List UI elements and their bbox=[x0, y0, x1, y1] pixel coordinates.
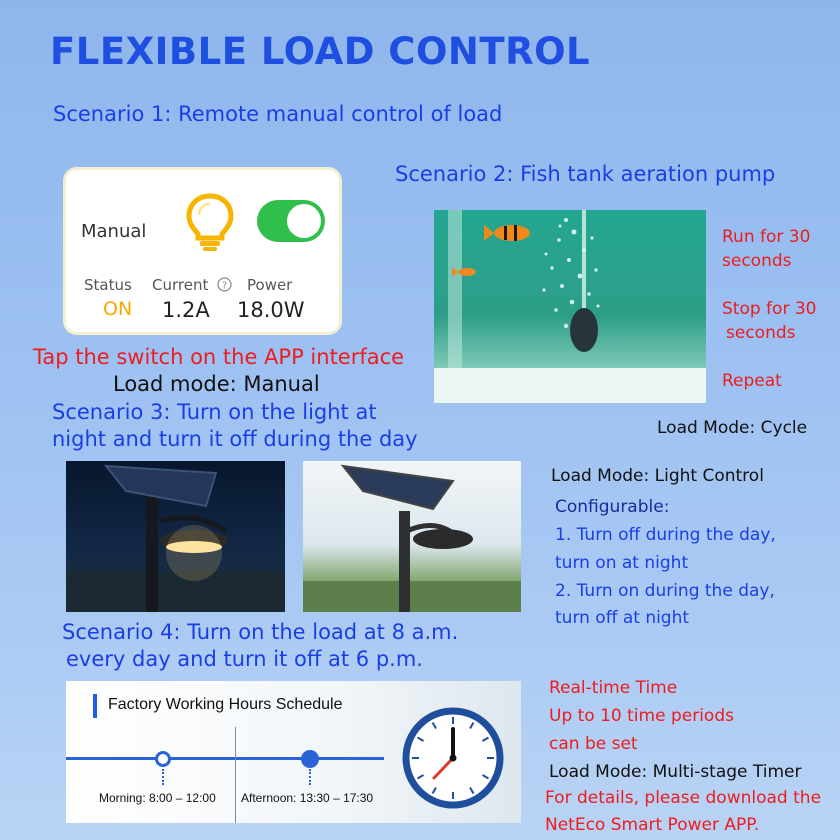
afternoon-connector bbox=[309, 769, 311, 785]
details-line2: NetEco Smart Power APP. bbox=[545, 815, 760, 835]
schedule-panel bbox=[66, 681, 521, 823]
scenario4-heading-line2: every day and turn it off at 6 p.m. bbox=[66, 647, 423, 671]
svg-text:?: ? bbox=[221, 280, 228, 292]
schedule-accent-bar bbox=[93, 694, 97, 718]
stop-text-line2: seconds bbox=[726, 323, 796, 343]
timeline-line bbox=[66, 757, 384, 760]
current-label: Current bbox=[152, 276, 209, 294]
lightbulb-icon bbox=[184, 192, 236, 252]
scenario1-load-mode: Load mode: Manual bbox=[113, 372, 320, 396]
morning-period: Morning: 8:00 – 12:00 bbox=[99, 791, 216, 805]
morning-connector bbox=[162, 769, 164, 785]
scenario2-load-mode: Load Mode: Cycle bbox=[657, 418, 808, 438]
scenario3-heading-line1: Scenario 3: Turn on the light at bbox=[52, 400, 377, 424]
afternoon-marker bbox=[301, 750, 319, 768]
periods-line2: can be set bbox=[549, 734, 638, 754]
schedule-title: Factory Working Hours Schedule bbox=[108, 696, 343, 713]
mode-label: Manual bbox=[81, 221, 147, 242]
option2-line2: turn off at night bbox=[555, 608, 690, 628]
scenario3-heading-line2: night and turn it off during the day bbox=[52, 427, 418, 451]
run-text-line1: Run for 30 bbox=[722, 227, 811, 247]
scenario1-instruction: Tap the switch on the APP interface bbox=[33, 345, 405, 369]
morning-marker bbox=[155, 751, 171, 767]
option1-line2: turn on at night bbox=[555, 553, 689, 573]
help-icon[interactable] bbox=[217, 277, 232, 292]
clock-icon bbox=[402, 707, 504, 809]
scenario1-heading: Scenario 1: Remote manual control of load bbox=[53, 102, 503, 126]
scenario2-heading: Scenario 2: Fish tank aeration pump bbox=[395, 162, 776, 186]
stop-text-line1: Stop for 30 bbox=[722, 299, 817, 319]
status-value: ON bbox=[103, 298, 133, 320]
load-toggle-switch[interactable] bbox=[257, 200, 325, 242]
option1-line1: 1. Turn off during the day, bbox=[555, 525, 776, 545]
configurable-label: Configurable: bbox=[555, 497, 670, 517]
toggle-knob bbox=[287, 204, 321, 238]
current-value: 1.2A bbox=[162, 298, 210, 322]
realtime-text: Real-time Time bbox=[549, 678, 678, 698]
page-title: FLEXIBLE LOAD CONTROL bbox=[50, 30, 591, 73]
afternoon-period: Afternoon: 13:30 – 17:30 bbox=[241, 791, 374, 805]
scenario4-load-mode: Load Mode: Multi-stage Timer bbox=[549, 762, 802, 782]
run-text-line2: seconds bbox=[722, 251, 792, 271]
power-label: Power bbox=[247, 276, 293, 294]
periods-line1: Up to 10 time periods bbox=[549, 706, 734, 726]
scenario4-heading-line1: Scenario 4: Turn on the load at 8 a.m. bbox=[62, 620, 459, 644]
repeat-text: Repeat bbox=[722, 371, 782, 391]
details-line1: For details, please download the bbox=[545, 788, 822, 808]
status-label: Status bbox=[84, 276, 132, 294]
option2-line1: 2. Turn on during the day, bbox=[555, 581, 775, 601]
scenario3-load-mode: Load Mode: Light Control bbox=[551, 466, 764, 486]
timeline-divider bbox=[235, 727, 236, 823]
manual-control-card bbox=[63, 167, 342, 335]
fish-tank-image bbox=[434, 210, 706, 403]
power-value: 18.0W bbox=[237, 298, 305, 322]
street-lamp-day-image bbox=[303, 461, 521, 612]
street-lamp-night-image bbox=[66, 461, 285, 612]
